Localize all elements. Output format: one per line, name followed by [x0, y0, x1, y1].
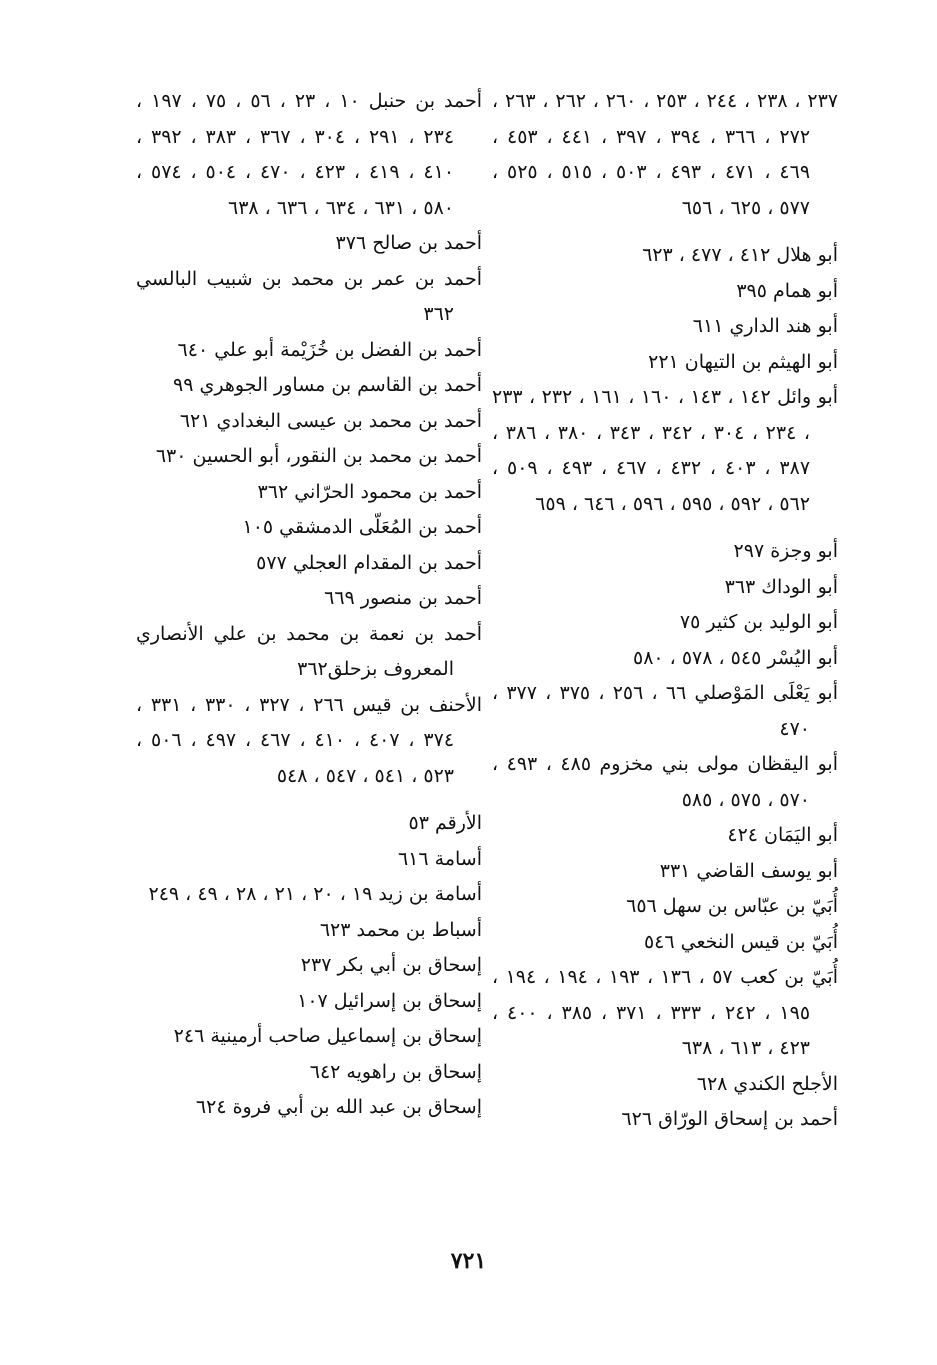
- index-entry: ٢٣٧ ، ٢٣٨ ، ٢٤٤ ، ٢٥٣ ، ٢٦٠ ، ٢٦٢ ، ٢٦٣ ، ٢٧٢ ، ٣٦٦ ، ٣٩٤ ، ٣٩٧ ، ٤٤١ ، ٤٥٣ ، ٤٦٩ ، ٤٧١ ، ٤٩٣ ، ٥٠٣ ، ٥١٥ ، ٥٢٥ ، ٥٧٧ ، ٦٢٥ ، ٦٥٦: [492, 90, 839, 219]
- index-entry: أبو اليُسْر ٥٤٥ ، ٥٧٨ ، ٥٨٠: [632, 646, 838, 669]
- index-entry: أبو يَعْلَى المَوْصلي ٦٦ ، ٢٥٦ ، ٣٧٥ ، ٣٧٧ ، ٤٧٠: [492, 682, 838, 740]
- index-entry: أبو وجزة ٢٩٧: [733, 540, 838, 562]
- index-entry: الأرقم ٥٣: [408, 812, 482, 834]
- index-entry: أبو اليَمَان ٤٢٤: [727, 824, 838, 846]
- index-entry: إسحاق بن أبي بكر ٢٣٧: [300, 954, 482, 976]
- index-entry: إسحاق بن إسماعيل صاحب أرمينية ٢٤٦: [173, 1025, 482, 1047]
- left-column: [136, 84, 482, 1126]
- index-entry: أبو الوليد بن كثير ٧٥: [679, 611, 838, 633]
- index-entry: أُبَيّ بن قيس النخعي ٥٤٦: [643, 930, 838, 953]
- index-entry: أسباط بن محمد ٦٢٣: [319, 918, 482, 941]
- index-entry: أبو همام ٣٩٥: [736, 279, 838, 302]
- index-entry: أُبَيّ بن عبّاس بن سهل ٦٥٦: [626, 895, 838, 917]
- index-entry: أحمد بن منصور ٦٦٩: [324, 587, 482, 609]
- index-entry: أبو هند الداري ٦١١: [692, 315, 838, 337]
- page-number: ٧٢١: [450, 1248, 487, 1274]
- index-entry: أحمد بن القاسم بن مساور الجوهري ٩٩: [173, 374, 482, 396]
- index-entry: أحمد بن عمر بن محمد بن شبيب البالسي ٣٦٢: [136, 267, 482, 325]
- index-entry: أحمد بن الفضل بن خُزَيْمة أبو علي ٦٤٠: [177, 338, 482, 361]
- right-column: [492, 84, 838, 1138]
- index-entry: أبو يوسف القاضي ٣٣١: [659, 859, 838, 882]
- index-entry: أحمد بن المُعَلّى الدمشقي ١٠٥: [242, 516, 482, 538]
- index-entry: أسامة بن زيد ١٩ ، ٢٠ ، ٢١ ، ٢٨ ، ٤٩ ، ٢٤٩: [148, 883, 482, 905]
- index-entry: أحمد بن محمد بن النقور، أبو الحسين ٦٣٠: [155, 445, 482, 467]
- index-entry: أبو الهيثم بن التيهان ٢٢١: [648, 350, 838, 373]
- index-entry: إسحاق بن عبد الله بن أبي فروة ٦٢٤: [195, 1096, 482, 1118]
- index-entry: أبو هلال ٤١٢ ، ٤٧٧ ، ٦٢٣: [642, 244, 838, 266]
- index-entry: الأحنف بن قيس ٢٦٦ ، ٣٢٧ ، ٣٣٠ ، ٣٣١ ، ٣٧٤ ، ٤٠٧ ، ٤١٠ ، ٤٦٧ ، ٤٩٧ ، ٥٠٦ ، ٥٢٣ ، ٥٤١ ، ٥٤٧ ، ٥٤٨: [136, 693, 482, 787]
- index-entry: أحمد بن صالح ٣٧٦: [335, 232, 482, 254]
- index-entry: أحمد بن المقدام العجلي ٥٧٧: [256, 551, 482, 574]
- index-entry: أسامة ٦١٦: [397, 847, 482, 870]
- index-entry: أحمد بن محمد بن عيسى البغدادي ٦٢١: [179, 409, 482, 432]
- index-entry: إسحاق بن إسرائيل ١٠٧: [297, 989, 482, 1012]
- index-entry: أحمد بن حنبل ١٠ ، ٢٣ ، ٥٦ ، ٧٥ ، ١٩٧ ، ٢٣٤ ، ٢٩١ ، ٣٠٤ ، ٣٦٧ ، ٣٨٣ ، ٣٩٢ ، ٤١٠ ، ٤١٩ ، ٤٢٣ ، ٤٧٠ ، ٥٠٤ ، ٥٧٤ ، ٥٨٠ ، ٦٣١ ، ٦٣٤ ، ٦٣٦ ، ٦٣٨: [136, 90, 482, 219]
- index-entry: أحمد بن محمود الحرّاني ٣٦٢: [257, 480, 482, 503]
- index-entry: الأجلح الكندي ٦٢٨: [696, 1072, 838, 1095]
- index-entry: أبو الوداك ٣٦٣: [724, 575, 838, 598]
- index-entry: أبو وائل ١٤٢ ، ١٤٣ ، ١٦٠ ، ١٦١ ، ٢٣٢ ، ٢٣٣ ، ٢٣٤ ، ٣٠٤ ، ٣٤٢ ، ٣٤٣ ، ٣٨٠ ، ٣٨٦ ، ٣٨٧ ، ٤٠٣ ، ٤٣٢ ، ٤٦٧ ، ٤٩٣ ، ٥٠٩ ، ٥٦٢ ، ٥٩٢ ، ٥٩٥ ، ٥٩٦ ، ٦٤٦ ، ٦٥٩: [492, 386, 839, 515]
- index-entry: أبو اليقظان مولى بني مخزوم ٤٨٥ ، ٤٩٣ ، ٥٧٠ ، ٥٧٥ ، ٥٨٥: [492, 753, 838, 811]
- index-entry: أحمد بن إسحاق الورّاق ٦٢٦: [621, 1108, 838, 1130]
- index-entry: أحمد بن نعمة بن محمد بن علي الأنصاري المعروف بزحلق٣٦٢: [136, 622, 482, 680]
- index-entry: أُبَيّ بن كعب ٥٧ ، ١٣٦ ، ١٩٣ ، ١٩٤ ، ١٩٤ ، ١٩٥ ، ٢٤٢ ، ٣٣٣ ، ٣٧١ ، ٣٨٥ ، ٤٠٠ ، ٤٢٣ ، ٦١٣ ، ٦٣٨: [492, 966, 838, 1059]
- index-entry: إسحاق بن راهويه ٦٤٢: [309, 1060, 482, 1083]
